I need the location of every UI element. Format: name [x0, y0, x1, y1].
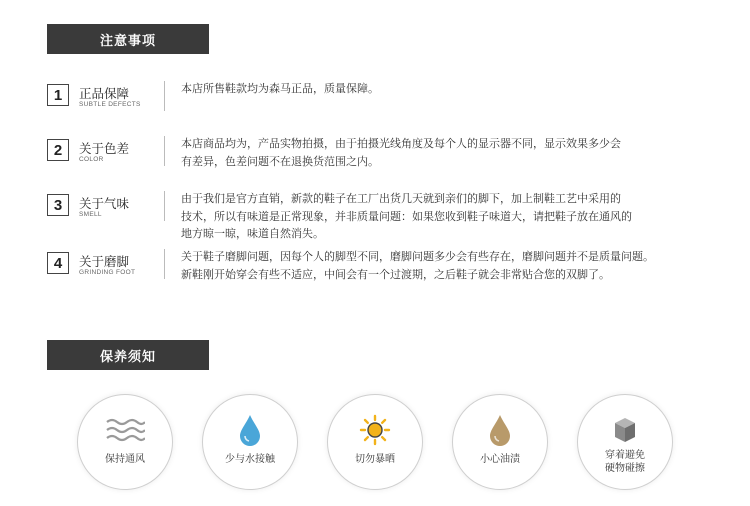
cube-icon	[605, 413, 645, 447]
item-number-box: 2	[47, 139, 69, 161]
notice-item-color	[47, 139, 727, 179]
description-line: 地方晾一晾，味道自然消失。	[181, 227, 324, 240]
water-drop-icon	[230, 413, 270, 447]
care-item-hard-objects	[577, 394, 673, 490]
care-label: 保持通风	[105, 454, 145, 465]
item-number-box: 3	[47, 194, 69, 216]
care-item-oil	[452, 394, 548, 490]
description-line: 关于鞋子磨脚问题，因每个人的脚型不同，磨脚问题多少会有些存在，磨脚问题并不是质量问题。	[181, 250, 654, 263]
care-label-line: 硬物碰擦	[605, 463, 645, 474]
item-title: 关于磨脚	[79, 254, 130, 269]
item-subtitle: GRINDING FOOT	[79, 269, 136, 276]
care-label	[578, 449, 672, 475]
care-label: 切勿暴晒	[355, 454, 395, 465]
divider	[164, 249, 165, 279]
sun-icon	[355, 413, 395, 447]
divider	[164, 191, 165, 221]
care-label: 小心油渍	[480, 454, 520, 465]
item-subtitle: SMELL	[79, 211, 102, 218]
care-item-ventilation	[77, 394, 173, 490]
item-title: 正品保障	[79, 86, 130, 101]
description-line: 新鞋刚开始穿会有些不适应，中间会有一个过渡期，之后鞋子就会非常贴合您的双脚了。	[181, 267, 610, 281]
description-line: 有差异，色差问题不在退换货范围之内。	[181, 154, 379, 168]
oil-drop-icon	[480, 413, 520, 447]
item-description	[181, 135, 721, 170]
notice-item-authentic	[47, 84, 727, 124]
notice-section-title	[47, 24, 209, 54]
item-subtitle: COLOR	[79, 156, 104, 163]
care-label-line: 穿着避免	[605, 450, 645, 461]
item-description	[181, 190, 721, 243]
item-description	[181, 248, 721, 283]
divider	[164, 81, 165, 111]
item-number-box: 4	[47, 252, 69, 274]
item-description	[181, 80, 721, 98]
notice-item-smell	[47, 192, 727, 240]
care-title-text: 保养须知	[99, 349, 156, 365]
divider	[164, 136, 165, 166]
description-line: 本店所售鞋款均为森马正品，质量保障。	[181, 82, 379, 95]
item-number-box: 1	[47, 84, 69, 106]
description-line: 本店商品均为，产品实物拍摄，由于拍摄光线角度及每个人的显示器不同，显示效果多少会	[181, 137, 621, 150]
item-subtitle: SUBTLE DEFECTS	[79, 101, 141, 108]
care-item-water	[202, 394, 298, 490]
care-item-sun	[327, 394, 423, 490]
item-title: 关于色差	[79, 141, 130, 156]
notice-title-text: 注意事项	[99, 33, 156, 49]
description-line: 由于我们是官方直销，新款的鞋子在工厂出货几天就到亲们的脚下，加上制鞋工艺中采用的	[181, 192, 621, 205]
notice-item-grinding	[47, 252, 727, 292]
care-section-title	[47, 340, 209, 370]
care-label: 少与水接触	[225, 454, 275, 465]
description-line: 技术，所以有味道是正常现象，并非质量问题：如果您收到鞋子味道大，请把鞋子放在通风的	[181, 209, 632, 223]
wind-waves-icon	[105, 413, 145, 447]
item-title: 关于气味	[79, 196, 130, 211]
